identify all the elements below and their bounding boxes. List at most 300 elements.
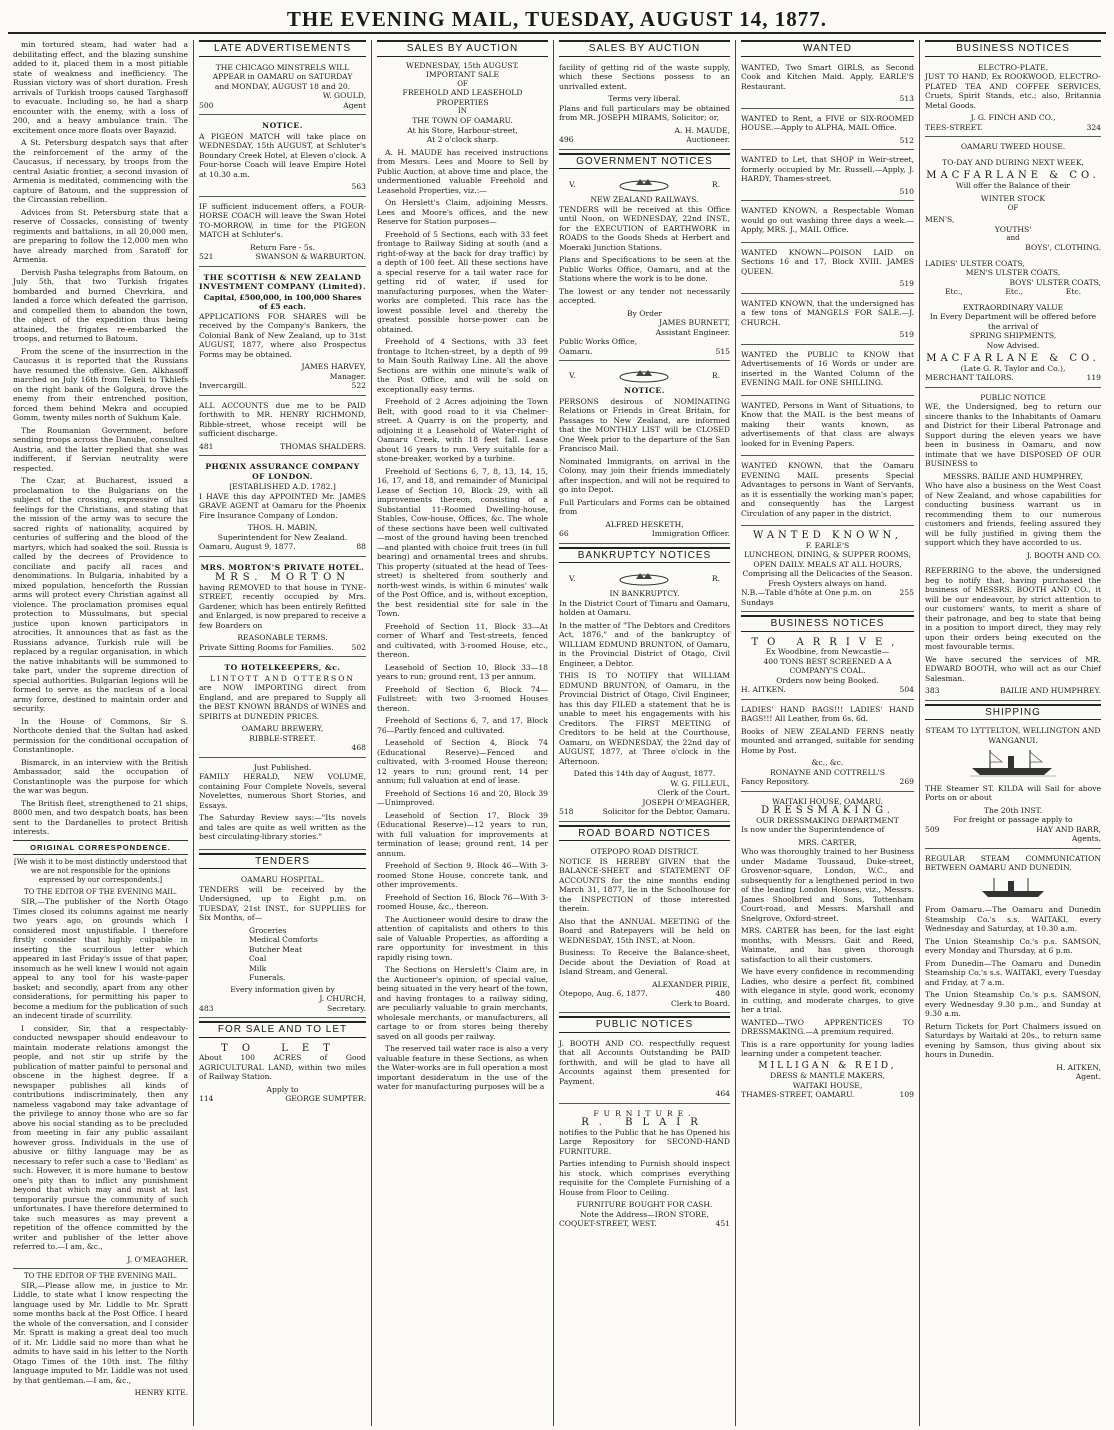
ad-number: 515	[715, 346, 730, 356]
ad-booth-accounts	[559, 1037, 730, 1104]
section-header: BANKRUPTCY NOTICES	[559, 547, 730, 564]
section-header: TENDERS	[199, 853, 366, 870]
ad-signature: ALEXANDER PIRIE,	[652, 979, 730, 989]
news-paragraph: The Roumanian Government, before sending troops across the Danube, consulted Austria, and the latter replied that she was indifferent, if Servian neutrality were respected.	[13, 425, 188, 473]
news-paragraph: Dervish Pasha telegraphs from Batoum, on July 5th, that two Turkish frigates bombarded and burned Chevrkira, and landed a force which defeated the garrison, and compelled them to abandon the town, the object of the expedition thus being attained, the frigates re-embarked the troops, and returned to Batoum.	[13, 267, 188, 343]
royal-crest	[569, 368, 720, 384]
auction-closing: The reserved tail water race is also a very valuable feature in these Sections, as when the Water-works are in full operation a most important desideratum in the use of the water for manufacturing purposes will be a	[377, 1044, 548, 1092]
auction-lot: Freehold of Sections 6, 7, and 17, Block 76—Partly fenced and cultivated.	[377, 716, 548, 735]
crest-letter: R.	[711, 574, 720, 584]
list-item: Butcher Meat	[249, 944, 303, 954]
auction-lot: Freehold of Section 9, Block 46—With 3-roomed Stone House, concrete tank, and other improvements.	[377, 861, 548, 890]
wanted-ad	[741, 297, 914, 345]
column-wanted	[736, 40, 920, 1426]
crown-icon	[614, 368, 674, 384]
ad-date: Dated this 14th day of August, 1877.	[573, 769, 716, 778]
ad-coach	[199, 200, 366, 267]
auction-line: OF	[457, 79, 468, 88]
ad-signature: GEORGE SUMPTER.	[285, 1094, 366, 1103]
ad-line: [ESTABLISHED A.D. 1782.]	[229, 482, 336, 491]
ad-title: MRS. MORTON'S PRIVATE HOTEL.	[200, 562, 365, 572]
news-paragraph: A St. Petersburg despatch says that after the reinforcement of the army of the Caucasus, if necessary, by troops from the central Asiatic frontier, a second invasion of Armenia is meditated, commencing with the capture of Batoum, and the suppression of the Circassian rebellion.	[13, 138, 188, 204]
ad-line: LADIES' ULSTER COATS,	[925, 258, 1025, 268]
auction-intro: A. H. MAUDE has received instructions from Messrs. Lees and Moore to Sell by Public Auction, at above time and place, the undermentioned valuable Freehold and Leasehold Properties, viz.:—	[377, 147, 548, 195]
column-notices	[554, 40, 736, 1426]
ad-body: The Saturday Review says:—"Its novels and tales are quite as well written as the best circulating-library stories."	[199, 813, 366, 841]
ad-line: Etc.,	[945, 287, 963, 297]
ad-number: 464	[715, 1089, 730, 1098]
section-header: LATE ADVERTISEMENTS	[199, 40, 366, 57]
steamship-icon	[925, 876, 1101, 903]
ad-signature: HAY AND BARR,	[1036, 824, 1101, 834]
ad-line: REASONABLE TERMS.	[237, 633, 328, 642]
columns	[8, 40, 1106, 1426]
ad-number: 66	[559, 529, 569, 538]
ad-body: In the District Court of Timaru and Oamaru, holden at Oamaru.	[559, 598, 730, 617]
ad-body: WE, the Undersigned, beg to return our sincere thanks to the Inhabitants of Oamaru and District for their Liberal Patronage and Support during the eleven years we have been in business in Oamaru, and now intimate that we have DISPOSED OF OUR BUSINESS to	[925, 402, 1101, 469]
auction-lot: Freehold of 4 Sections, with 33 feet frontage to Itchen-street, by a depth of 99 to Main South Railway Line. All the above Sections are within one minute's walk of the Post Office, and will be sold on exceptionally easy terms.	[377, 337, 548, 394]
ad-line: YOUTHS'	[994, 224, 1032, 234]
royal-crest	[569, 177, 720, 193]
section-header: BUSINESS NOTICES	[741, 615, 914, 632]
ad-place: THAMES-STREET, OAMARU.	[741, 1090, 855, 1099]
ad-number: 510	[899, 186, 914, 196]
ad-title: FURNITURE.	[593, 1108, 696, 1118]
ad-number: 468	[351, 743, 366, 752]
ad-dressmaking	[741, 795, 914, 1104]
ad-body: WANTED KNOWN—POISON LAID on Sections 16 and 17, Block XVIII. JAMES QUEEN.	[741, 247, 914, 276]
ad-body: IF sufficient inducement offers, a FOUR-HORSE COACH will leave the Swan Hotel TO-MORROW, in time for the PIGEON MATCH at Schluter's.	[199, 201, 366, 239]
section-header: SALES BY AUCTION	[377, 40, 548, 57]
ad-line: In Every Department will be offered before the arrival of	[929, 312, 1097, 331]
auction-line: At 2 o'clock sharp.	[426, 135, 499, 145]
ad-role: Solicitor for the Debtor, Oamaru.	[602, 807, 730, 816]
ad-body: Is now under the Superintendence of	[741, 825, 885, 834]
ad-signature: J. CHURCH,	[319, 994, 366, 1003]
ad-body: LADIES' HAND BAGS!!! LADIES' HAND BAGS!!! All Leather, from 6s. 6d.	[741, 704, 914, 723]
ad-line: Just Published.	[253, 762, 312, 772]
ad-number: 504	[899, 685, 914, 694]
letter-paragraph: I consider, Sir, that a respectably-conducted newspaper should endeavour to maintain moderate relations amongst the people, and not stir up strife by the publication of matter painful to personal and obscene in the highest degree. If a newspaper publishes all kinds of contributions indiscriminately, then any nameless vagabond may take advantage of the privilege to annoy those who are so far above his social standing as to be precluded from meeting in fair any public assailant however gross. Individuals in the use of abusive or filthy language may be as necessary to refer such a case to 'Bedlam' as such. However, it is more humane to bestow one's pity than to inflict any punishment beyond that which may and must at last temporarily pursue the community of such unfortunates. I have therefore determined to take such measures as may prevent a repetition of the offence committed by the writer and publisher of the letter above referred to.—I am, &c.,	[13, 1023, 188, 1252]
letter-signature: HENRY KITE.	[134, 1388, 188, 1398]
column-news	[8, 40, 194, 1426]
list-item: Funerals.	[249, 973, 286, 982]
ad-line: Terms very liberal.	[608, 94, 681, 103]
ad-body: Parties intending to Furnish should inspect his stock, which comprises everything requisite for the Complete Furnishing of a House from Floor to Ceiling.	[559, 1159, 730, 1197]
ad-body: WANTED KNOWN, that the Oamaru EVENING MAIL presents Special Advantages to persons in Want of Servants, as it is essentially the working man's paper, and consequently has the Largest Circulation of any paper in the district.	[741, 461, 914, 518]
news-paragraph: In the House of Commons, Sir S. Northcote denied that the Sultan had asked permission for the conditional occupation of Constantinople.	[13, 716, 188, 754]
ad-line: Now Advised.	[986, 340, 1040, 350]
wanted-ad	[741, 61, 914, 109]
ad-number: 383	[925, 686, 940, 696]
news-paragraph: From the scene of the insurrection in the Caucasus it is reported that the Russians have resumed the offensive. Gen. Alkhasoff marched on July 16th from Tekeli to Tkhlefs on the right bank of the Golgura, drove the enemy from their entrenched position, forced them behind Mekra and occupied Gomm, twenty miles north of Sukhum Kale.	[13, 346, 188, 422]
ad-number: 324	[1086, 122, 1101, 132]
ad-line: Note the Address—IRON STORE,	[580, 1209, 709, 1219]
ad-body: I HAVE this day APPOINTED Mr. JAMES GRAVE AGENT at Oamaru for the Phoenix Fire Insurance Company of London.	[199, 491, 366, 520]
ad-body: Plans and Specifications to be seen at the Public Works Office, Oamaru, and at the Stations where the work is to be done.	[559, 255, 730, 283]
ad-signature: J. BOOTH AND CO.	[1026, 550, 1101, 560]
ad-phoenix	[199, 459, 366, 557]
wanted-ad	[741, 348, 914, 396]
ad-line: 400 TONS BEST SCREENED A A COMPANY'S COAL.	[763, 656, 892, 675]
ad-number: 513	[899, 94, 914, 103]
ad-number: 563	[351, 182, 366, 191]
ad-number: 496	[559, 135, 574, 144]
ad-title: PHŒNIX ASSURANCE COMPANY OF LONDON.	[205, 462, 360, 481]
supplies-list	[199, 926, 366, 983]
ad-title: NEW ZEALAND RAILWAYS.	[590, 195, 699, 204]
section-header: SALES BY AUCTION	[559, 40, 730, 57]
ad-electro-plate	[925, 61, 1101, 138]
ad-scottish-investment	[199, 270, 366, 396]
ad-line: MEN'S,	[925, 215, 955, 225]
wanted-ad	[741, 153, 914, 201]
news-paragraph: The Czar, at Bucharest, issued a proclamation to the Bulgarians on the subject of the crossing, expressive of his feelings for the Christians, and stating that the mission of the army was to secure the sacred rights of nationality, acquired by centuries of suffering and the blood of the martyrs, which had soaked the soil. Russia is called by the decrees of Providence to conciliate and pacify all races and denominations. In Bulgaria, inhabited by a mixed population, henceforth the Russian arms will protect every Christian against all violence. The proclamation promises equal protection to Mussulmans, but special justice upon known participators in atrocities. It announces that as fast as the Russians advance, Turkish rule will be replaced by a regular organisation, in which the native inhabitants will be summoned to take part, under the supreme direction of special authorities. Bulgarian legions will be formed to serve as the nucleus of a local army force, destined to maintain order and security.	[13, 476, 188, 713]
steamship-icon-svg	[968, 748, 1058, 778]
ad-signature: ALFRED HESKETH,	[605, 519, 684, 529]
ad-signature: H. AITKEN.	[741, 685, 786, 694]
ad-title: IN BANKRUPTCY.	[609, 589, 680, 598]
ad-line: Etc.	[1065, 287, 1081, 297]
ad-line: DRESSMAKING.	[761, 805, 894, 816]
ad-accounts	[199, 399, 366, 457]
ad-role: Immigration Officer.	[651, 529, 730, 538]
auction-line: IMPORTANT SALE	[425, 70, 500, 79]
ad-line: RIBBLE-STREET.	[249, 733, 316, 743]
ad-line: OF	[1007, 203, 1019, 212]
ad-signature: JOSEPH O'MEAGHER,	[642, 797, 730, 807]
ad-dunedin-steam	[925, 852, 1101, 1086]
ad-signature: SWANSON & WARBURTON.	[255, 252, 366, 261]
letter-address: TO THE EDITOR OF THE EVENING MAIL.	[23, 888, 178, 897]
ad-line: SPRING SHIPMENTS,	[969, 331, 1057, 341]
ad-body: WANTED—TWO APPRENTICES TO DRESSMAKING.—A premium required.	[741, 1017, 914, 1036]
ad-body: TENDERS will be received at this Office until Noon, on WEDNESDAY, 22nd INST., for the EXECUTION of EARTHWORK in ROADS to the Goods Sheds at Herbert and Moeraki Junction Stations.	[559, 204, 730, 252]
auction-lot: Freehold of Section 6, Block 74—Fullstreet: with two 3-roomed Houses thereon.	[377, 684, 548, 713]
news-paragraph: min tortured steam, had water had a debilitating effect, and the blazing sunshine added to it, placed them in a most pitiable state of weakness and inefficiency. The Russian victory was of short duration. Fresh arrivals of Turkish troops caused Targhasoff to evacuate. Including so, he had a sharp encounter with the enemy, with a loss of 200, and a heavy ambulance train. The excitement once more floats over Bayazid.	[13, 40, 188, 135]
ad-to-let	[199, 1042, 366, 1108]
section-header: BUSINESS NOTICES	[925, 40, 1101, 57]
news-paragraph: Advices from St. Petersburg state that a reserve of Cossacks, consisting of twenty regiments and battalions, in all 20,000 men, are preparing to follow the 12,000 men who have already marched from Saratoff for Armenia.	[13, 207, 188, 264]
crown-icon	[614, 177, 674, 193]
ad-line: MRS. CARTER,	[798, 837, 857, 847]
ad-body: WANTED KNOWN, that the undersigned has a few tons of MANGELS FOR SALE.—J. CHURCH.	[741, 298, 914, 327]
ad-body: WANTED to Rent, a FIVE or SIX-ROOMED HOUSE.—Apply to ALPHA, MAIL Office.	[741, 113, 914, 132]
ad-body: are NOW IMPORTING direct from England, and are prepared to Supply all the BEST KNOWN BRANDS of WINES and SPIRITS at DUNEDIN PRICES.	[199, 683, 366, 721]
ad-role: Agent	[343, 100, 366, 110]
ad-body: WANTED to Let, that SHOP in Weir-street, formerly occupied by Mr. Russell.—Apply, J. HARDY, Thames-street.	[741, 155, 914, 183]
ad-line: BOYS', CLOTHING.	[1025, 243, 1101, 253]
ad-body: This is a rare opportunity for young ladies learning under a competent teacher.	[741, 1039, 914, 1058]
auction-closing: The Sections on Herslett's Claim are, in the Auctioneer's opinion, of special value, being situated in the very heart of the town, and having frontages to a railway siding, are peculiarly valuable to grain merchants, wholesale merchants, or manufacturers, all cartage to or from stores being thereby saved on all goods per railway.	[377, 965, 548, 1041]
royal-crest	[569, 571, 720, 587]
ad-role: Agent.	[1075, 1072, 1101, 1082]
ad-place: Invercargill.	[199, 381, 247, 390]
ad-nomination	[559, 364, 730, 544]
ad-number: 481	[199, 441, 214, 451]
ad-lintott	[199, 660, 366, 758]
ad-bankruptcy	[559, 567, 730, 822]
ad-signature: THOMAS SHALDERS.	[280, 441, 366, 451]
ad-line: FURNITURE BOUGHT FOR CASH.	[576, 1200, 713, 1209]
ad-line: MRS. MORTON	[214, 572, 351, 583]
ad-line: MEN'S ULSTER COATS,	[965, 268, 1061, 278]
ad-line: LUNCHEON, DINING, & SUPPER ROOMS,	[744, 550, 911, 559]
ad-line: MERCHANT TAILORS.	[925, 373, 1014, 383]
auction-lot: On Herslett's Claim, adjoining Messrs. Lees and Moore's offices, and the new Reserve for Station purposes—	[377, 198, 548, 227]
ad-body: A PIGEON MATCH will take place on WEDNESDAY, 15th AUGUST, at Schluter's Boundary Creek Hotel, at Eleven o'clock. A Four-horse Coach will leave Empire Hotel at 10.30 a.m.	[199, 131, 366, 179]
crest-letter: R.	[711, 180, 720, 190]
auction-date: WEDNESDAY, 15th AUGUST.	[406, 60, 519, 70]
ad-role: Clerk to Board.	[671, 998, 730, 1008]
ad-line: Will offer the Balance of their	[955, 180, 1071, 190]
ad-body: From Oamaru.—The Oamaru and Dunedin Steamship Co.'s s.s. WAITAKI, every Wednesday and Saturday, at 10.30 a.m.	[925, 905, 1101, 934]
auction-line: FREEHOLD AND LEASEHOLD PROPERTIES	[402, 88, 523, 107]
crest-letter: R.	[711, 371, 720, 381]
ad-line: TO-DAY AND DURING NEXT WEEK,	[942, 157, 1084, 167]
ad-number: 522	[351, 381, 366, 390]
ad-date: Oamaru, August 9, 1877.	[199, 542, 296, 551]
ad-role: Secretary.	[327, 1003, 366, 1013]
ad-body: From Dunedin—The Oamaru and Dunedin Steamship Co.'s s.s. WAITAKI, every Tuesday and Friday, at 7 a.m.	[925, 958, 1101, 987]
auction-lot: Freehold of Section 11, Block 33—At corner of Wharf and Test-streets, fenced and cultivated, with 3-roomed House, etc., thereon.	[377, 621, 548, 660]
ad-body: Who have also a business on the West Coast of New Zealand, and whose capabilities for conducting business warrant us in recommending them to our numerous customers and friends, feeling assured they will be fully justified in giving them the support which they have accorded to us.	[925, 481, 1101, 548]
crown-icon	[614, 571, 674, 587]
ad-signature: THOS. H. MABIN,	[247, 523, 318, 532]
ad-line: Ex Woodbine, from Newcastle—	[765, 647, 890, 656]
masthead: THE EVENING MAIL, TUESDAY, AUGUST 14, 1877.	[8, 6, 1106, 34]
section-header: WANTED	[741, 40, 914, 57]
ad-body: FAMILY HERALD, NEW VOLUME, containing Four Complete Novels, several Novelettes, numerous Short Stories, and Essays.	[199, 772, 366, 810]
list-item: Medical Comforts	[249, 935, 318, 944]
ad-body: Books of NEW ZEALAND FERNS neatly mounted and arranged, suitable for sending Home by Post.	[741, 726, 914, 755]
ad-role: Clerk of the Court.	[657, 788, 730, 797]
ad-role: Auctioneer.	[686, 135, 730, 144]
section-header: FOR SALE AND TO LET	[199, 1021, 366, 1038]
ad-line: OAMARU BREWERY,	[241, 724, 324, 733]
steamship-icon-svg	[978, 876, 1048, 900]
ad-signature: W. GOULD,	[322, 91, 366, 100]
ad-family-herald	[199, 761, 366, 850]
ad-line: DRESS & MANTLE MAKERS,	[770, 1071, 885, 1080]
correspondence-disclaimer: [We wish it to be most distinctly understood that we are not responsible for the opinions expressed by our correspondents.]	[14, 858, 187, 884]
ad-body: Business: To Receive the Balance-sheet, Decide about the Deviation of Road at Island Stream, and General.	[559, 948, 730, 976]
ad-signature: A. H. MAUDE,	[674, 125, 730, 135]
ad-body: About 100 ACRES of Good AGRICULTURAL LAND, within two miles of Railway Station.	[199, 1053, 366, 1081]
ad-line: F. EARLE'S	[805, 540, 850, 550]
ad-road-board	[559, 845, 730, 1013]
ad-line: N.B.—Table d'hôte at One p.m. on Sundays	[741, 588, 872, 607]
news-paragraph: The British fleet, strengthened to 21 ships, 8000 men, and two despatch boats, has been sent to the Dardanelles to protect British interests.	[13, 798, 188, 836]
ad-line: MACFARLANE & CO.	[926, 353, 1100, 365]
ad-line: APPEAR in OAMARU on SATURDAY	[212, 72, 353, 81]
ad-title: TO HOTELKEEPERS, &c.	[224, 663, 341, 672]
ad-number: 114	[199, 1094, 214, 1103]
ad-place: TEES-STREET.	[925, 122, 983, 132]
ad-line: (Late G. R. Taylor and Co.),	[960, 363, 1066, 373]
list-item: Milk	[249, 963, 267, 973]
ad-body: We have every confidence in recommending Ladies, who desire a perfect fit, combined with elegance in style, good work, economy in cutting, and moderate charges, to give her a trial.	[741, 967, 914, 1014]
ad-morton-hotel	[199, 560, 366, 658]
ad-furniture	[559, 1107, 730, 1233]
ad-body: having REMOVED to that house in TYNE-STREET, recently occupied by Mrs. Gardener, which has been entirely Refitted and Enlarged, is now prepared to receive a few Boarders on	[199, 582, 366, 630]
section-header: PUBLIC NOTICES	[559, 1016, 730, 1033]
ad-tweed-house	[925, 140, 1101, 388]
ad-title: OAMARU TWEED HOUSE.	[960, 142, 1066, 151]
ad-line: Capital, £500,000, in 100,000 Shares of £5 each.	[203, 292, 362, 311]
ad-line: Every information given by	[230, 984, 335, 994]
section-header: SHIPPING	[925, 704, 1101, 721]
ad-body: WANTED, Persons in Want of Situations, to Know that the MAIL is the best means of making their wants known, as advertisements of that class are always looked for in Evening Papers.	[741, 400, 914, 448]
section-header: ROAD BOARD NOTICES	[559, 825, 730, 842]
ad-body: WANTED, Two Smart GIRLS, as Second Cook and Kitchen Maid. Apply, EARLE'S Restaurant.	[741, 62, 914, 91]
ad-role: Superintendent for New Zealand.	[217, 532, 348, 542]
ad-title: WAITAKI HOUSE, OAMARU.	[772, 796, 883, 806]
war-news	[13, 40, 188, 837]
ad-line: WAITAKI HOUSE,	[792, 1080, 863, 1090]
ad-line: WINTER STOCK	[980, 194, 1046, 203]
ad-line: RONAYNE AND COTTRELL'S	[770, 767, 885, 777]
ad-hospital-tender	[199, 873, 366, 1018]
correspondence-heading: ORIGINAL CORRESPONDENCE.	[13, 840, 188, 856]
list-item: Groceries	[249, 925, 287, 935]
ad-line: MILLIGAN & REID,	[758, 1060, 897, 1071]
ad-body: MRS. CARTER has been, for the last eight months, with Messrs. Gait and Reed, Waimate, and has given thorough satisfaction to all their customers.	[741, 926, 914, 964]
auction-lot: Leasehold of Section 17, Block 39 (Educational Reserve)—12 years to run, with full valuation for improvements at termination of lease; ground rent, 14 per annum.	[377, 810, 548, 858]
ad-body: PERSONS desirous of NOMINATING Relations or Friends in Great Britain, for Passages to New Zealand, are informed that the MONTHLY LIST will be CLOSED One Week prior to the departure of the San Francisco Mail.	[559, 396, 730, 453]
steamship-icon	[925, 748, 1101, 781]
ad-number: 109	[899, 1090, 914, 1099]
ad-body: NOTICE IS HEREBY GIVEN that the BALANCE-SHEET and STATEMENT OF ACCOUNTS for the nine months ending March 31, 1877, lie in the Schoolhouse for the INSPECTION of those interested therein.	[559, 856, 730, 913]
wanted-ad	[741, 459, 914, 526]
ad-number: 512	[899, 135, 914, 145]
ad-line: OPEN DAILY. MEALS AT ALL HOURS,	[753, 559, 902, 569]
ad-line: Orders now being Booked.	[776, 675, 879, 685]
ad-number: 451	[715, 1219, 730, 1228]
ad-line: Private Sitting Rooms for Families.	[199, 642, 334, 652]
ad-public-notice-booth	[925, 391, 1101, 701]
ad-number: 521	[199, 252, 214, 261]
ad-title: NOTICE.	[624, 386, 665, 395]
letter-signature: J. O'MEAGHER.	[127, 1254, 188, 1264]
auction-lot: Freehold of Sections 16 and 20, Block 39—Unimproved.	[377, 788, 548, 808]
auction-closing: The Auctioneer would desire to draw the attention of capitalists and others to this sale of Valuable Properties, as affording a rare opportunity for investment in this rapidly rising town.	[377, 914, 548, 962]
auction-line: At his Store, Harbour-street,	[407, 125, 518, 135]
auction-line: IN	[458, 107, 467, 116]
crest-letter: V.	[569, 574, 576, 584]
ad-line: Apply to	[266, 1084, 299, 1094]
crest-letter: V.	[569, 180, 576, 190]
ad-number: 509	[925, 824, 940, 834]
ad-signature: W. G. FILLEUL,	[670, 778, 730, 788]
ad-body: WANTED the PUBLIC to KNOW that Advertisements of 16 Words or under are inserted in the Wanted Column of the EVENING MAIL for ONE SHILLING.	[741, 349, 914, 387]
ad-number: 269	[899, 777, 914, 786]
ad-line: MACFARLANE & CO.	[926, 170, 1100, 181]
ad-signature: BAILIE AND HUMPHREY.	[1000, 686, 1101, 696]
ad-role: Agents.	[1071, 834, 1101, 844]
column-late-ads	[194, 40, 372, 1426]
ad-line: and	[1006, 234, 1020, 243]
auction-lot: Leasehold of Section 4, Block 74 (Educational Reserve)—Fenced and cultivated, with 3-roomed House thereon; 12 years to run; ground rent, 14 per annum; full valuation at end of lease.	[377, 738, 548, 786]
list-item: Coal	[249, 954, 267, 963]
ad-number: 483	[199, 1003, 214, 1013]
ad-place: Oamaru.	[559, 346, 593, 356]
ad-title: TO LET	[221, 1042, 344, 1054]
ad-signature: H. AITKEN,	[1056, 1062, 1101, 1072]
auction-line: THE TOWN OF OAMARU.	[412, 116, 513, 126]
ad-line: Fancy Repository.	[741, 777, 810, 786]
ad-pigeon-match	[199, 118, 366, 197]
ad-number: 519	[899, 279, 914, 288]
ad-st-kilda	[925, 724, 1101, 849]
ad-body: TENDERS will be received by the Undersigned, up to Eight p.m. on TUESDAY, 21st INST., for SUPPLIES for Six Months, of—	[199, 884, 366, 922]
ad-signature: J. G. FINCH AND CO.,	[970, 113, 1056, 122]
ad-body: Also that the ANNUAL MEETING of the Board and Ratepayers will be held on WEDNESDAY, 15th INST., at Noon.	[559, 916, 730, 945]
ad-body: Return Tickets for Port Chalmers issued on Saturdays by Waitaki at 20s., to return same evening by Samson, thus giving about six hours in Dunedin.	[925, 1021, 1101, 1060]
wanted-ad	[741, 246, 914, 294]
ad-line: BOYS' ULSTER COATS,	[1009, 277, 1101, 287]
ad-role: Assistant Engineer.	[655, 327, 730, 337]
ad-line: By Order	[626, 308, 663, 318]
ad-line: Comprising all the Delicacies of the Season. Fresh Oysters always on hand.	[742, 569, 913, 588]
ad-body: Nominated Immigrants, on arrival in the Colony, may join their friends immediately after inspection, and will not be required to go into Depot.	[559, 456, 730, 494]
ad-title: STEAM TO LYTTELTON, WELLINGTON AND WANGANUI.	[925, 726, 1101, 745]
ad-line: &c., &c.	[811, 758, 844, 767]
ad-line: Etc.,	[1005, 287, 1024, 297]
ad-body: APPLICATIONS FOR SHARES will be received by the Company's Bankers, the Colonial Bank of New Zealand, up to 31st AUGUST, 1877, where also Prospectus Forms may be obtained.	[199, 311, 366, 359]
ad-line: OUR DRESSMAKING DEPARTMENT	[756, 815, 899, 825]
ad-body: The Union Steamship Co.'s p.s. SAMSON, every Monday and Thursday, at 6 p.m.	[925, 936, 1101, 956]
ad-earle-rooms	[741, 529, 914, 612]
ad-title: TO ARRIVE,	[751, 636, 904, 648]
ad-body: The Union Steamship Co.'s p.s. SAMSON, every Wednesday 9.30 p.m., and Sunday at 9.30 a.m.	[925, 990, 1101, 1019]
wanted-ad	[741, 112, 914, 151]
ad-body: THE Steamer ST. KILDA will Sail for above Ports on or about	[925, 783, 1101, 803]
ad-title: NOTICE.	[262, 121, 303, 130]
ad-title: THE SCOTTISH & NEW ZEALAND INVESTMENT COMPANY (Limited).	[199, 272, 366, 291]
letter-paragraph: SIR,—Please allow me, in justice to Mr. Liddle, to state what I know respecting the language used by Mr. Liddle to Mr. Spratt some months back at the Post Office. I heard the whole of the conversation, and I consider Mr. Spratt is making a great deal too much of it. Mr. Liddle said no more than what he admits to have said in his letter to the North Otago Times of the 10th inst. The filthy language imputed to Mr. Liddle was not used by that gentleman.—I am, &c.,	[13, 1280, 188, 1385]
ad-line: For freight or passage apply to	[953, 815, 1073, 825]
ad-place: Public Works Office,	[559, 337, 637, 346]
column-auction	[372, 40, 554, 1426]
ad-body: facility of getting rid of the waste supply, which these Sections possess to an unrivalled extent.	[559, 62, 730, 91]
ad-signature: JAMES HARVEY,	[301, 362, 366, 371]
wanted-ad	[741, 204, 914, 243]
ad-number: 119	[1086, 373, 1101, 383]
ad-number: 500	[199, 100, 214, 110]
ad-body: In the matter of "The Debtors and Creditors Act, 1876," and of the bankruptcy of WILLIAM EDMUND BRUNTON, of Oamaru, in the Provincial District of Otago, Civil Engineer, a Debtor.	[559, 620, 730, 668]
news-paragraph: Bismarck, in an interview with the British Ambassador, said the occupation of Constantinople was the purpose for which the war was begun.	[13, 757, 188, 795]
ad-body: The lowest or any tender not necessarily accepted.	[559, 286, 730, 305]
column-business-shipping	[920, 40, 1106, 1426]
ad-signature: JAMES BURNETT,	[659, 318, 730, 327]
ad-line: and MONDAY, AUGUST 18 and 20.	[214, 81, 351, 91]
ad-title: OTEPOPO ROAD DISTRICT.	[590, 847, 699, 856]
ad-body: ALL ACCOUNTS due me to be PAID forthwith to MR. HENRY RICHMOND, Ribble-street, whose receipt will be sufficient discharge.	[199, 400, 366, 438]
letter-paragraph: SIR,—The publisher of the North Otago Times closed its columns against me nearly two years ago, on grounds which I considered most unjustifiable. I therefore firstly consider that highly culpable in inserting the scurrilous letter which appeared in last Friday's issue of that paper, insomuch as he well knew I would not again appeal to any tool for his waste-paper basket; and secondly, apart from any other considerations, for permitting his paper to become a medium for the publication of such an indecent tirade of scurrility.	[13, 897, 188, 1021]
ad-number: 518	[559, 807, 574, 816]
letter-address: TO THE EDITOR OF THE EVENING MAIL.	[13, 1268, 188, 1281]
ad-number: 255	[899, 588, 914, 597]
ad-body: REFERRING to the above, the undersigned beg to notify that, having purchased the business of MESSRS. BOOTH AND CO., it will be our endeavour, by strict attention to our customers' wants, to merit a share of their patronage, and beg to state that being in a position to import direct, they may rely upon their orders being executed on the most favourable terms.	[925, 566, 1101, 652]
wanted-ad	[741, 399, 914, 457]
ad-body: Who was thoroughly trained to her Business under Madame Toussaud, Duke-street, Grosvenor-square, London, W.C., and subsequently for a lengthened period in two of the leading London Houses, viz., Messrs. James Shoolbred and Sons, Tottenham Court-road, and Messrs. Marshall and Snelgrove, Oxford-street.	[741, 847, 914, 923]
ad-title: REGULAR STEAM COMMUNICATION BETWEEN OAMARU AND DUNEDIN.	[925, 853, 1101, 873]
ad-title: WANTED KNOWN,	[753, 530, 902, 541]
ad-number: 480	[715, 989, 730, 998]
auction-lot: Freehold of 5 Sections, each with 33 feet frontage to Railway Siding at south (and a right-of-way at the back for dray traffic) by a depth of 100 feet. All these sections have a special reserve for a tail water race for getting rid of water, if used for manufacturing purposes, when the Water-works are completed. This race has the lowest possible level and thereby the greatest possible horse-power can be obtained.	[377, 229, 548, 334]
ad-body: WANTED KNOWN, a Respectable Woman would go out washing three days a week.—Apply, MRS. J., MAIL Office.	[741, 206, 914, 234]
